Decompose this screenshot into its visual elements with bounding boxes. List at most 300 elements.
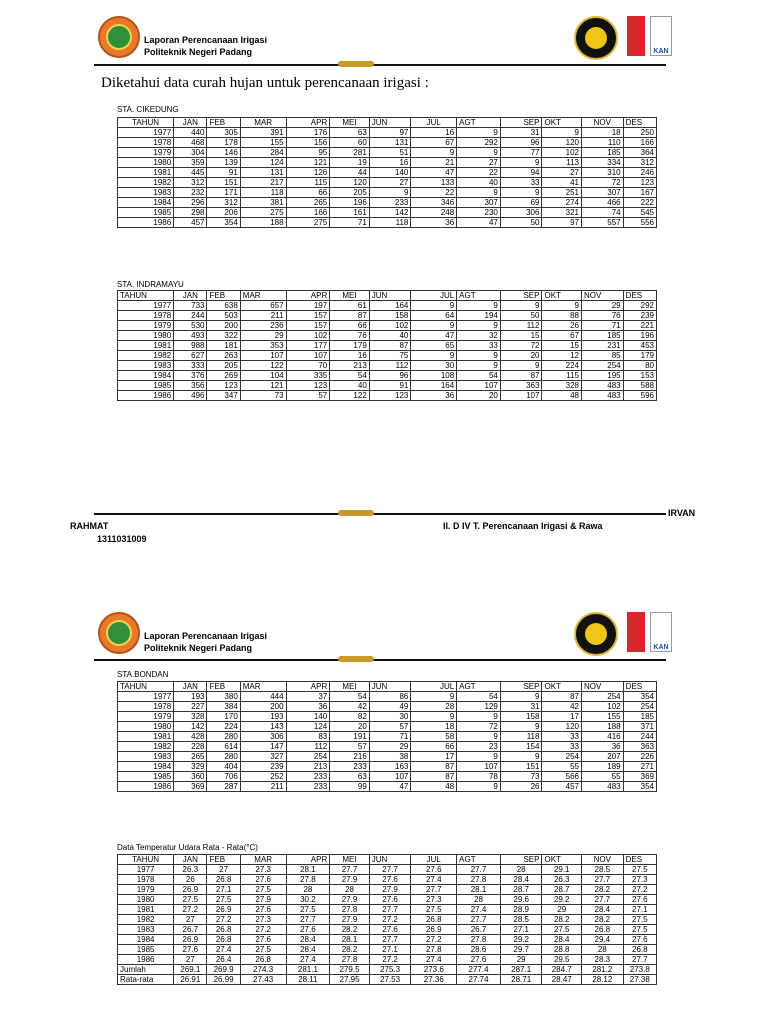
value-cell: 151 [500, 762, 542, 772]
value-cell: 27.74 [457, 975, 501, 985]
value-cell: 26.8 [207, 935, 240, 945]
value-cell: 120 [542, 138, 582, 148]
value-cell: 246 [623, 168, 656, 178]
value-cell: 27.6 [286, 925, 330, 935]
value-cell: 54 [330, 692, 370, 702]
value-cell: 189 [582, 762, 624, 772]
year-cell: 1984 [118, 371, 174, 381]
value-cell: 503 [207, 311, 240, 321]
value-cell: 77 [500, 148, 542, 158]
table-row [118, 895, 657, 905]
column-header: TAHUN [118, 855, 174, 865]
value-cell: 224 [207, 722, 240, 732]
value-cell: 27.2 [411, 935, 457, 945]
value-cell: 12 [542, 351, 582, 361]
table-row [118, 772, 657, 782]
footer-ornament [338, 510, 374, 516]
page-title: Diketahui data curah hujan untuk perencanaan irigasi : [101, 75, 429, 91]
value-cell: 18 [582, 128, 624, 138]
column-header: DES [623, 118, 656, 128]
column-header: JUL [411, 291, 457, 301]
column-header: JUN [369, 291, 411, 301]
value-cell: 27.9 [330, 915, 370, 925]
value-cell: 244 [174, 311, 207, 321]
value-cell: 131 [369, 138, 411, 148]
footer-nim: 1311031009 [97, 534, 147, 544]
value-cell: 29 [582, 301, 624, 311]
column-header: AGT [457, 682, 501, 692]
value-cell: 9 [500, 301, 542, 311]
polytechnic-logo [98, 16, 140, 58]
value-cell: 121 [240, 381, 286, 391]
value-cell: 296 [174, 198, 207, 208]
value-cell: 27.6 [623, 935, 656, 945]
header-divider [94, 64, 666, 66]
value-cell: 163 [369, 762, 411, 772]
table-header-row [118, 291, 657, 301]
value-cell: 48 [411, 782, 457, 792]
value-cell: 80 [623, 361, 656, 371]
value-cell: 26.91 [174, 975, 207, 985]
value-cell: 83 [286, 732, 330, 742]
table-row [118, 138, 657, 148]
value-cell: 193 [174, 692, 207, 702]
value-cell: 9 [369, 188, 411, 198]
value-cell: 88 [542, 311, 582, 321]
column-header: APR [286, 118, 330, 128]
value-cell: 638 [207, 301, 240, 311]
value-cell: 124 [240, 158, 286, 168]
value-cell: 91 [207, 168, 240, 178]
footer-divider [94, 513, 666, 515]
year-cell: 1983 [118, 752, 174, 762]
column-header: FEB [207, 118, 240, 128]
table-row [118, 905, 657, 915]
year-cell: 1979 [118, 321, 174, 331]
value-cell: 66 [286, 188, 330, 198]
table-row [118, 198, 657, 208]
year-cell: 1981 [118, 732, 174, 742]
column-header: OKT [542, 291, 582, 301]
value-cell: 33 [500, 178, 542, 188]
value-cell: 9 [500, 692, 542, 702]
value-cell: 347 [207, 391, 240, 401]
value-cell: 72 [582, 178, 624, 188]
value-cell: 42 [330, 702, 370, 712]
value-cell: 254 [623, 702, 656, 712]
value-cell: 26.8 [207, 925, 240, 935]
value-cell: 236 [240, 321, 286, 331]
value-cell: 292 [457, 138, 501, 148]
value-cell: 275.3 [369, 965, 411, 975]
value-cell: 27.6 [240, 875, 286, 885]
value-cell: 27.1 [500, 925, 542, 935]
value-cell: 20 [500, 351, 542, 361]
value-cell: 213 [330, 361, 370, 371]
column-header: JAN [174, 118, 207, 128]
value-cell: 123 [207, 381, 240, 391]
value-cell: 27.3 [623, 875, 656, 885]
value-cell: 27.7 [330, 865, 370, 875]
column-header: JUN [369, 682, 411, 692]
value-cell: 153 [623, 371, 656, 381]
value-cell: 496 [174, 391, 207, 401]
value-cell: 28.8 [542, 945, 582, 955]
value-cell: 9 [457, 321, 501, 331]
value-cell: 17 [542, 712, 582, 722]
value-cell: 457 [542, 782, 582, 792]
year-cell: 1985 [118, 945, 174, 955]
value-cell: 9 [542, 128, 582, 138]
value-cell: 54 [457, 692, 501, 702]
value-cell: 27 [174, 915, 207, 925]
year-cell: 1981 [118, 168, 174, 178]
column-header: DES [623, 855, 656, 865]
value-cell: 26 [500, 782, 542, 792]
value-cell: 110 [582, 138, 624, 148]
value-cell: 281.1 [286, 965, 330, 975]
value-cell: 28.5 [582, 865, 624, 875]
value-cell: 27.7 [457, 915, 501, 925]
value-cell: 281.2 [582, 965, 624, 975]
value-cell: 27.2 [369, 915, 411, 925]
value-cell: 29 [240, 331, 286, 341]
column-header: FEB [207, 855, 240, 865]
value-cell: 96 [500, 138, 542, 148]
year-cell: 1981 [118, 341, 174, 351]
value-cell: 21 [411, 158, 457, 168]
value-cell: 27.9 [240, 895, 286, 905]
value-cell: 327 [240, 752, 286, 762]
value-cell: 29.4 [582, 935, 624, 945]
value-cell: 71 [369, 732, 411, 742]
value-cell: 32 [457, 331, 501, 341]
value-cell: 28.1 [457, 885, 501, 895]
value-cell: 9 [411, 712, 457, 722]
value-cell: 185 [623, 712, 656, 722]
value-cell: 50 [500, 311, 542, 321]
table-row [118, 391, 657, 401]
value-cell: 72 [500, 341, 542, 351]
value-cell: 36 [582, 742, 624, 752]
value-cell: 233 [330, 762, 370, 772]
value-cell: 26.3 [174, 865, 207, 875]
temperature-table [117, 854, 657, 985]
value-cell: 312 [207, 198, 240, 208]
value-cell: 254 [542, 752, 582, 762]
year-cell: 1977 [118, 692, 174, 702]
value-cell: 146 [207, 148, 240, 158]
table-row [118, 692, 657, 702]
value-cell: 140 [369, 168, 411, 178]
value-cell: 75 [369, 351, 411, 361]
year-cell: 1978 [118, 702, 174, 712]
value-cell: 305 [207, 128, 240, 138]
table-row [118, 351, 657, 361]
value-cell: 287.1 [500, 965, 542, 975]
year-cell: 1981 [118, 905, 174, 915]
value-cell: 9 [411, 301, 457, 311]
value-cell: 28.2 [542, 915, 582, 925]
year-cell: 1980 [118, 895, 174, 905]
value-cell: 9 [500, 722, 542, 732]
value-cell: 304 [174, 148, 207, 158]
value-cell: 27.2 [623, 885, 656, 895]
value-cell: 226 [623, 752, 656, 762]
value-cell: 102 [542, 148, 582, 158]
value-cell: 28.2 [330, 945, 370, 955]
value-cell: 9 [457, 301, 501, 311]
value-cell: 57 [330, 742, 370, 752]
value-cell: 179 [330, 341, 370, 351]
value-cell: 453 [623, 341, 656, 351]
value-cell: 107 [457, 762, 501, 772]
table-row [118, 168, 657, 178]
value-cell: 29 [369, 742, 411, 752]
value-cell: 27.6 [240, 905, 286, 915]
value-cell: 112 [500, 321, 542, 331]
column-header: MAR [240, 855, 286, 865]
value-cell: 33 [457, 341, 501, 351]
year-cell: 1984 [118, 198, 174, 208]
value-cell: 483 [582, 782, 624, 792]
value-cell: 40 [457, 178, 501, 188]
value-cell: 47 [457, 218, 501, 228]
value-cell: 91 [369, 381, 411, 391]
value-cell: 265 [174, 752, 207, 762]
institution-seal-logo [574, 612, 618, 656]
table-row [118, 218, 657, 228]
value-cell: 123 [369, 391, 411, 401]
value-cell: 27.6 [457, 955, 501, 965]
column-header: NOV [582, 291, 624, 301]
rainfall-table-bondan [117, 681, 657, 792]
value-cell: 142 [369, 208, 411, 218]
value-cell: 217 [240, 178, 286, 188]
kan-logo: KAN [650, 16, 672, 56]
value-cell: 27.2 [240, 925, 286, 935]
value-cell: 28.11 [286, 975, 330, 985]
value-cell: 107 [369, 772, 411, 782]
value-cell: 27.8 [330, 905, 370, 915]
column-header: SEP [500, 291, 542, 301]
value-cell: 29.2 [500, 935, 542, 945]
year-cell: 1983 [118, 361, 174, 371]
value-cell: 468 [174, 138, 207, 148]
value-cell: 19 [330, 158, 370, 168]
value-cell: 31 [500, 128, 542, 138]
value-cell: 248 [411, 208, 457, 218]
value-cell: 273.8 [623, 965, 656, 975]
value-cell: 306 [240, 732, 286, 742]
value-cell: 193 [240, 712, 286, 722]
value-cell: 28 [457, 895, 501, 905]
value-cell: 29.1 [542, 865, 582, 875]
value-cell: 73 [500, 772, 542, 782]
header-ornament [338, 656, 374, 662]
table-caption-indramayu: STA. INDRAMAYU [117, 280, 184, 289]
value-cell: 27.7 [369, 905, 411, 915]
value-cell: 321 [542, 208, 582, 218]
column-header: APR [286, 855, 330, 865]
year-cell: 1982 [118, 742, 174, 752]
value-cell: 556 [623, 218, 656, 228]
value-cell: 142 [174, 722, 207, 732]
column-header: AGT [457, 118, 501, 128]
column-header: SEP [500, 682, 542, 692]
value-cell: 30 [369, 712, 411, 722]
value-cell: 27.5 [623, 865, 656, 875]
value-cell: 26.99 [207, 975, 240, 985]
value-cell: 28.2 [330, 925, 370, 935]
value-cell: 55 [542, 762, 582, 772]
value-cell: 334 [582, 158, 624, 168]
footer-program: II. D IV T. Perencanaan Irigasi & Rawa [443, 521, 603, 531]
table-row [118, 702, 657, 712]
value-cell: 369 [174, 782, 207, 792]
value-cell: 360 [174, 772, 207, 782]
value-cell: 9 [500, 752, 542, 762]
table-header-row [118, 682, 657, 692]
value-cell: 27.8 [457, 935, 501, 945]
value-cell: 107 [457, 381, 501, 391]
value-cell: 87 [542, 692, 582, 702]
value-cell: 356 [174, 381, 207, 391]
value-cell: 26 [542, 321, 582, 331]
value-cell: 22 [457, 168, 501, 178]
value-cell: 40 [369, 331, 411, 341]
value-cell: 27.6 [369, 895, 411, 905]
header-divider [94, 659, 666, 661]
value-cell: 27.6 [174, 945, 207, 955]
value-cell: 26.4 [207, 955, 240, 965]
value-cell: 230 [457, 208, 501, 218]
year-cell: 1982 [118, 351, 174, 361]
value-cell: 269.1 [174, 965, 207, 975]
year-cell: 1986 [118, 218, 174, 228]
value-cell: 26.9 [174, 885, 207, 895]
column-header: APR [286, 291, 330, 301]
value-cell: 27.4 [411, 955, 457, 965]
year-cell: 1978 [118, 311, 174, 321]
value-cell: 381 [240, 198, 286, 208]
value-cell: 151 [207, 178, 240, 188]
value-cell: 206 [207, 208, 240, 218]
value-cell: 312 [623, 158, 656, 168]
column-header: FEB [207, 291, 240, 301]
value-cell: 28.1 [286, 865, 330, 875]
value-cell: 61 [330, 301, 370, 311]
value-cell: 87 [500, 371, 542, 381]
value-cell: 9 [457, 752, 501, 762]
value-cell: 97 [369, 128, 411, 138]
value-cell: 188 [582, 722, 624, 732]
table-row [118, 865, 657, 875]
value-cell: 252 [240, 772, 286, 782]
value-cell: 120 [330, 178, 370, 188]
value-cell: 363 [623, 742, 656, 752]
value-cell: 391 [240, 128, 286, 138]
value-cell: 185 [582, 148, 624, 158]
value-cell: 988 [174, 341, 207, 351]
value-cell: 28.4 [542, 935, 582, 945]
value-cell: 33 [542, 732, 582, 742]
table-row [118, 311, 657, 321]
value-cell: 69 [500, 198, 542, 208]
value-cell: 78 [457, 772, 501, 782]
value-cell: 54 [330, 371, 370, 381]
column-header: NOV [582, 855, 624, 865]
value-cell: 221 [623, 321, 656, 331]
value-cell: 9 [457, 361, 501, 371]
value-cell: 251 [542, 188, 582, 198]
value-cell: 28.3 [582, 955, 624, 965]
value-cell: 9 [411, 321, 457, 331]
value-cell: 28.2 [582, 885, 624, 895]
value-cell: 354 [623, 782, 656, 792]
column-header: JAN [174, 682, 207, 692]
value-cell: 164 [411, 381, 457, 391]
value-cell: 27.5 [207, 895, 240, 905]
table-row [118, 722, 657, 732]
value-cell: 27.38 [623, 975, 656, 985]
table-row [118, 331, 657, 341]
value-cell: 27.6 [369, 925, 411, 935]
value-cell: 310 [582, 168, 624, 178]
value-cell: 329 [174, 762, 207, 772]
value-cell: 27.8 [457, 875, 501, 885]
column-header: NOV [582, 118, 624, 128]
value-cell: 216 [330, 752, 370, 762]
value-cell: 213 [286, 762, 330, 772]
column-header: MEI [330, 682, 370, 692]
value-cell: 27.7 [369, 935, 411, 945]
value-cell: 57 [369, 722, 411, 732]
value-cell: 274.3 [240, 965, 286, 975]
value-cell: 85 [582, 351, 624, 361]
value-cell: 364 [623, 148, 656, 158]
polytechnic-logo [98, 612, 140, 654]
value-cell: 27 [174, 955, 207, 965]
year-cell: 1983 [118, 925, 174, 935]
value-cell: 87 [330, 311, 370, 321]
value-cell: 158 [369, 311, 411, 321]
value-cell: 126 [286, 168, 330, 178]
value-cell: 164 [369, 301, 411, 311]
value-cell: 33 [542, 742, 582, 752]
value-cell: 211 [240, 782, 286, 792]
value-cell: 9 [411, 351, 457, 361]
value-cell: 36 [286, 702, 330, 712]
value-cell: 16 [369, 158, 411, 168]
value-cell: 57 [286, 391, 330, 401]
value-cell: 205 [207, 361, 240, 371]
value-cell: 16 [330, 351, 370, 361]
value-cell: 404 [207, 762, 240, 772]
value-cell: 30.2 [286, 895, 330, 905]
value-cell: 107 [286, 351, 330, 361]
value-cell: 197 [286, 301, 330, 311]
table-row [118, 158, 657, 168]
value-cell: 27.3 [411, 895, 457, 905]
value-cell: 333 [174, 361, 207, 371]
value-cell: 483 [582, 391, 624, 401]
value-cell: 557 [582, 218, 624, 228]
column-header: MEI [330, 291, 370, 301]
value-cell: 30 [411, 361, 457, 371]
value-cell: 27.7 [411, 885, 457, 895]
header-line1: Laporan Perencanaan Irigasi [144, 631, 268, 641]
